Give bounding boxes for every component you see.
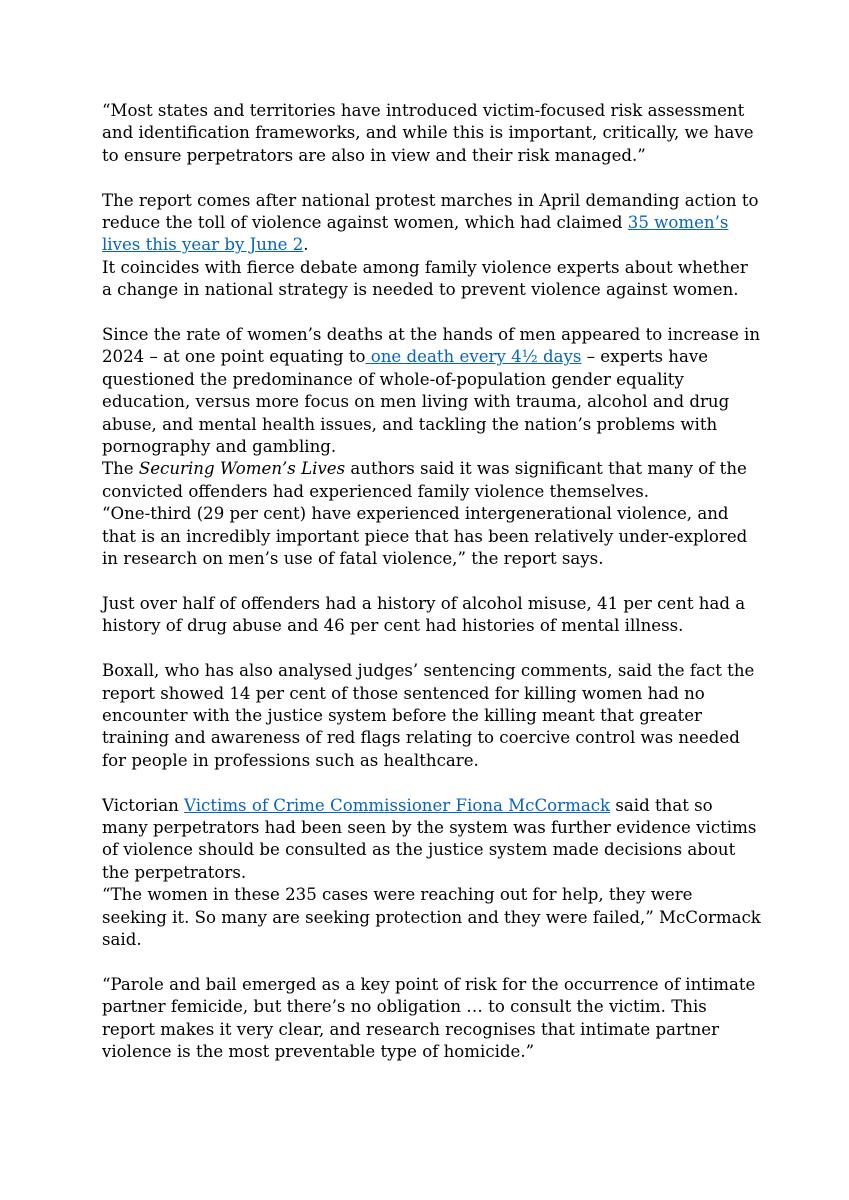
paragraph-victorian-commissioner: [102, 795, 762, 885]
paragraph-spacer: [102, 951, 762, 973]
paragraph-text: Victorian: [102, 795, 185, 815]
paragraph-text: – experts have questioned the predominance of whole-of-population gender equality education, versus more focus on men living with trauma, alcohol and drug abuse, and mental health issues, and tackling the nation’s problems with pornography and gambling.: [102, 347, 730, 457]
paragraph-boxall: Boxall, who has also analysed judges’ sentencing comments, said the fact the report showed 14 per cent of those sentenced for killing women had no encounter with the justice system before the killing meant that greater training and awareness of red flags relating to coercive control was needed for people in professions such as healthcare.: [102, 661, 755, 770]
paragraph-spacer: [102, 571, 762, 593]
paragraph-text: said that so many perpetrators had been seen by the system was further evidence victims of violence should be consulted as the justice system made decisions about the perpetrators.: [102, 795, 757, 882]
paragraph-spacer: [102, 302, 762, 324]
quote-paragraph-intergenerational: “One-third (29 per cent) have experienced intergenerational violence, and that is an incredibly important piece that has been relatively under-explored in research on men’s use of fatal violence,” the report says.: [102, 504, 748, 569]
paragraph-text: The: [102, 459, 139, 479]
paragraph-national-strategy-debate: It coincides with fierce debate among family violence experts about whether a change in national strategy is needed to prevent violence against women.: [102, 257, 748, 300]
paragraph-text: .: [303, 235, 309, 255]
paragraph-text: authors said it was significant that many of the convicted offenders had experienced family violence themselves.: [102, 459, 747, 501]
quote-paragraph-parole-and-bail: “Parole and bail emerged as a key point of risk for the occurrence of intimate partner femicide, but there’s no obligation … to consult the victim. This report makes it very clear, and research recognises that intimate partner violence is the most preventable type of homicide.”: [102, 974, 756, 1061]
link-one-death-every-days[interactable]: one death every 4½ days: [365, 347, 582, 367]
report-title-italic: Securing Women’s Lives: [138, 459, 346, 479]
paragraph-spacer: [102, 638, 762, 660]
quote-paragraph-frameworks: “Most states and territories have introduced victim-focused risk assessment and identification frameworks, and while this is important, critically, we have to ensure perpetrators are also in view and their risk managed.”: [102, 101, 754, 165]
document-page: [102, 100, 762, 1063]
paragraph-securing-womens-lives: [102, 458, 762, 503]
paragraph-offender-history: Just over half of offenders had a history of alcohol misuse, 41 per cent had a history of drug abuse and 46 per cent had histories of mental illness.: [102, 593, 746, 636]
quote-paragraph-mccormack: “The women in these 235 cases were reaching out for help, they were seeking it. So many are seeking protection and they were failed,” McCormack said.: [102, 885, 761, 949]
paragraph-text: Since the rate of women’s deaths at the hands of men appeared to increase in 2024 – at one point equating to: [102, 325, 761, 367]
paragraph-text: The report comes after national protest marches in April demanding action to reduce the toll of violence against women, which had claimed: [102, 190, 759, 233]
paragraph-spacer: [102, 167, 762, 189]
link-35-womens-lives[interactable]: 35 women’s lives this year by June 2: [102, 213, 729, 255]
paragraph-protest-marches: [102, 190, 762, 257]
paragraph-rate-of-deaths: [102, 324, 762, 458]
paragraph-spacer: [102, 772, 762, 794]
link-victims-of-crime-commissioner[interactable]: Victims of Crime Commissioner Fiona McCormack: [184, 795, 611, 815]
